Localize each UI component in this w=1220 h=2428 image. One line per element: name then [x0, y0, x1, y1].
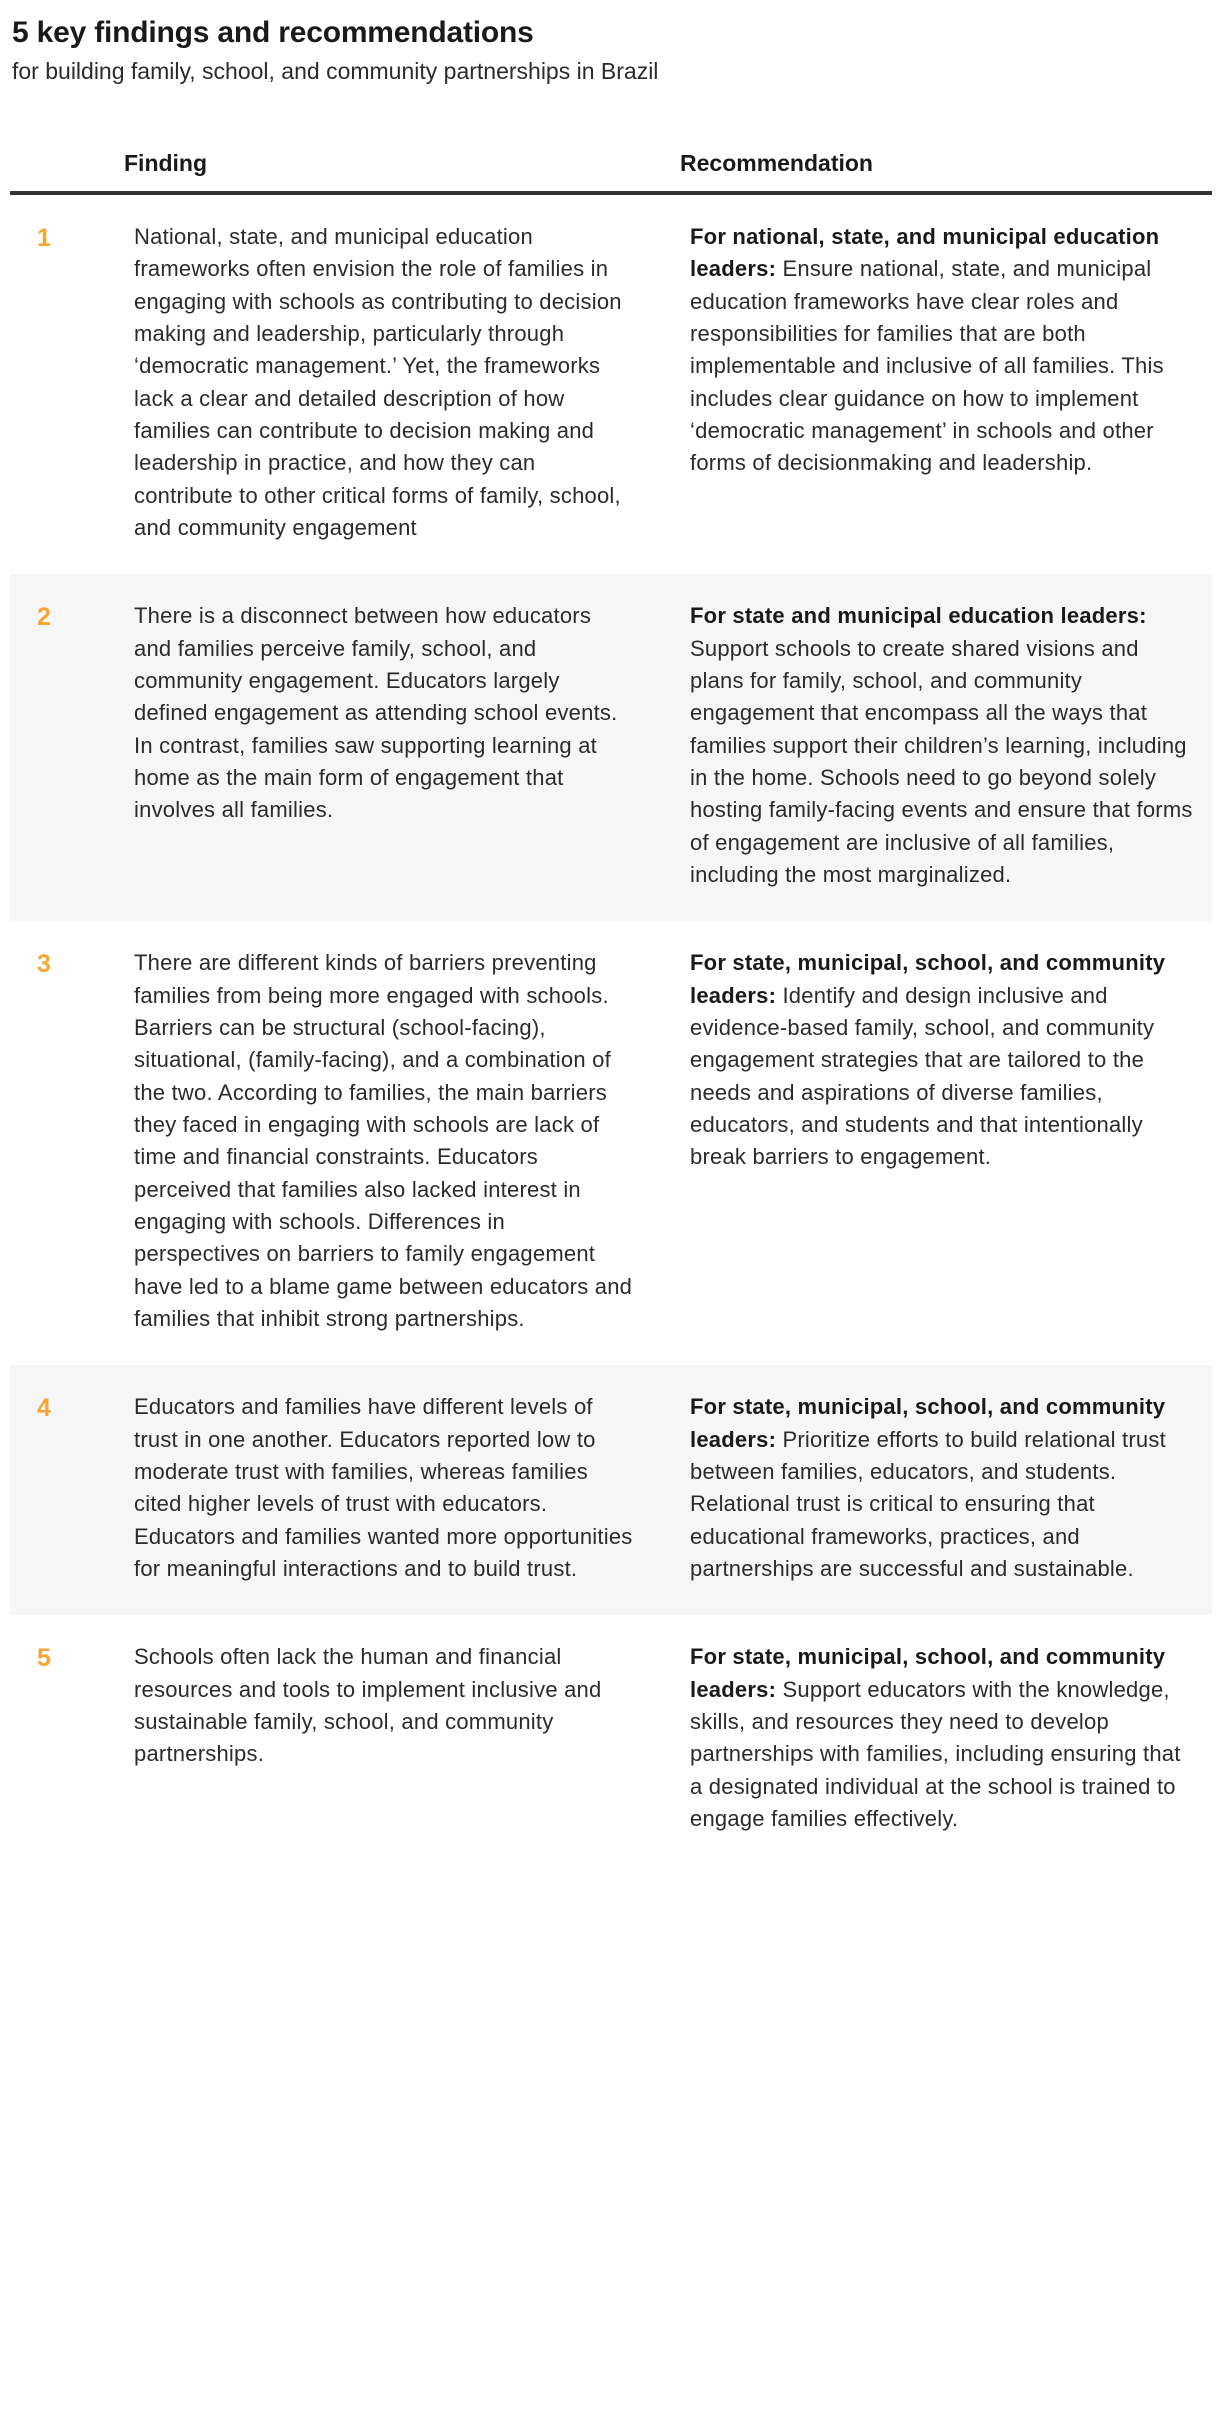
- row-number: 5: [37, 1644, 51, 1673]
- column-header-finding: Finding: [124, 150, 208, 177]
- recommendation-body: Prioritize efforts to build relational trust between families, educators, and students. Relational trust is critical to ensuring that educational frameworks, practices, and partnerships are successful and sustainable.: [690, 1426, 1166, 1581]
- recommendation-body: Identify and design inclusive and evidence-based family, school, and community engagement strategies that are tailored to the needs and aspirations of diverse families, educators, and students and that intentionally break barriers to engagement.: [690, 982, 1155, 1170]
- page-subtitle: for building family, school, and community partnerships in Brazil: [12, 58, 659, 85]
- recommendation-audience-label: For state, municipal, school, and community leaders:: [690, 950, 1166, 1008]
- recommendation-text: [690, 600, 1220, 891]
- recommendation-text: [690, 221, 1220, 480]
- finding-text: Schools often lack the human and financial resources and tools to implement inclusive and sustainable family, school, and community partnerships.: [134, 1644, 602, 1767]
- recommendation-text: [690, 947, 1220, 1173]
- table-row: [10, 1365, 1212, 1615]
- recommendation-body: Support schools to create shared visions and plans for family, school, and community engagement that encompass all the ways that families support their children’s learning, including in the home. Schools need to go beyond solely hosting family-facing events and ensure that forms of engagement are inclusive of all families, including the most marginalized.: [690, 635, 1193, 887]
- table-row: [10, 1615, 1212, 1865]
- recommendation-audience-label: For state, municipal, school, and community leaders:: [690, 1394, 1166, 1452]
- finding-text: There are different kinds of barriers preventing families from being more engaged with schools. Barriers can be structural (school-facing), situational, (family-facing), and a combination of the two. According to families, the main barriers they faced in engaging with schools are lack of time and financial constraints. Educators perceived that families also lacked interest in engaging with schools. Differences in perspectives on barriers to family engagement have led to a blame game between educators and families that inhibit strong partnerships.: [134, 950, 633, 1331]
- table-header-row: [0, 149, 1220, 191]
- finding-text: National, state, and municipal education frameworks often envision the role of families in engaging with schools as contributing to decision making and leadership, particularly through ‘democratic management.’ Yet, the frameworks lack a clear and detailed description of how families can contribute to decision making and leadership in practice, and how they can contribute to other critical forms of family, school, and community engagement: [134, 224, 622, 541]
- page-title: 5 key findings and recommendations: [12, 16, 534, 49]
- row-number: 4: [37, 1394, 51, 1423]
- recommendation-audience-label: For state and municipal education leaders:: [690, 603, 1147, 629]
- recommendation-body: Ensure national, state, and municipal education frameworks have clear roles and responsibilities for families that are both implementable and inclusive of all families. This includes clear guidance on how to implement ‘democratic management’ in schools and other forms of decisionmaking and leadership.: [690, 256, 1164, 476]
- row-number: 1: [37, 224, 51, 253]
- column-header-recommendation: Recommendation: [680, 150, 873, 177]
- row-number: 2: [37, 603, 51, 632]
- recommendation-audience-label: For national, state, and municipal education leaders:: [690, 224, 1160, 282]
- column-header-number: [0, 179, 124, 191]
- table-body: [0, 195, 1220, 1865]
- findings-table: [0, 149, 1220, 1865]
- title-block: [0, 0, 1220, 87]
- finding-text: Educators and families have different levels of trust in one another. Educators reported low to moderate trust with families, whereas families cited higher levels of trust with educators. Educators and families wanted more opportunities for meaningful interactions and to build trust.: [134, 1394, 633, 1581]
- recommendation-body: Support educators with the knowledge, skills, and resources they need to develop partnerships with families, including ensuring that a designated individual at the school is trained to engage families effectively.: [690, 1676, 1181, 1831]
- table-row: [10, 574, 1212, 921]
- recommendation-text: [690, 1391, 1220, 1585]
- table-row: [10, 195, 1212, 574]
- recommendation-audience-label: For state, municipal, school, and community leaders:: [690, 1644, 1166, 1702]
- recommendation-text: [690, 1641, 1220, 1835]
- finding-text: There is a disconnect between how educators and families perceive family, school, and community engagement. Educators largely defined engagement as attending school events. In contrast, families saw supporting learning at home as the main form of engagement that involves all families.: [134, 603, 618, 823]
- table-row: [10, 921, 1212, 1365]
- row-number: 3: [37, 950, 51, 979]
